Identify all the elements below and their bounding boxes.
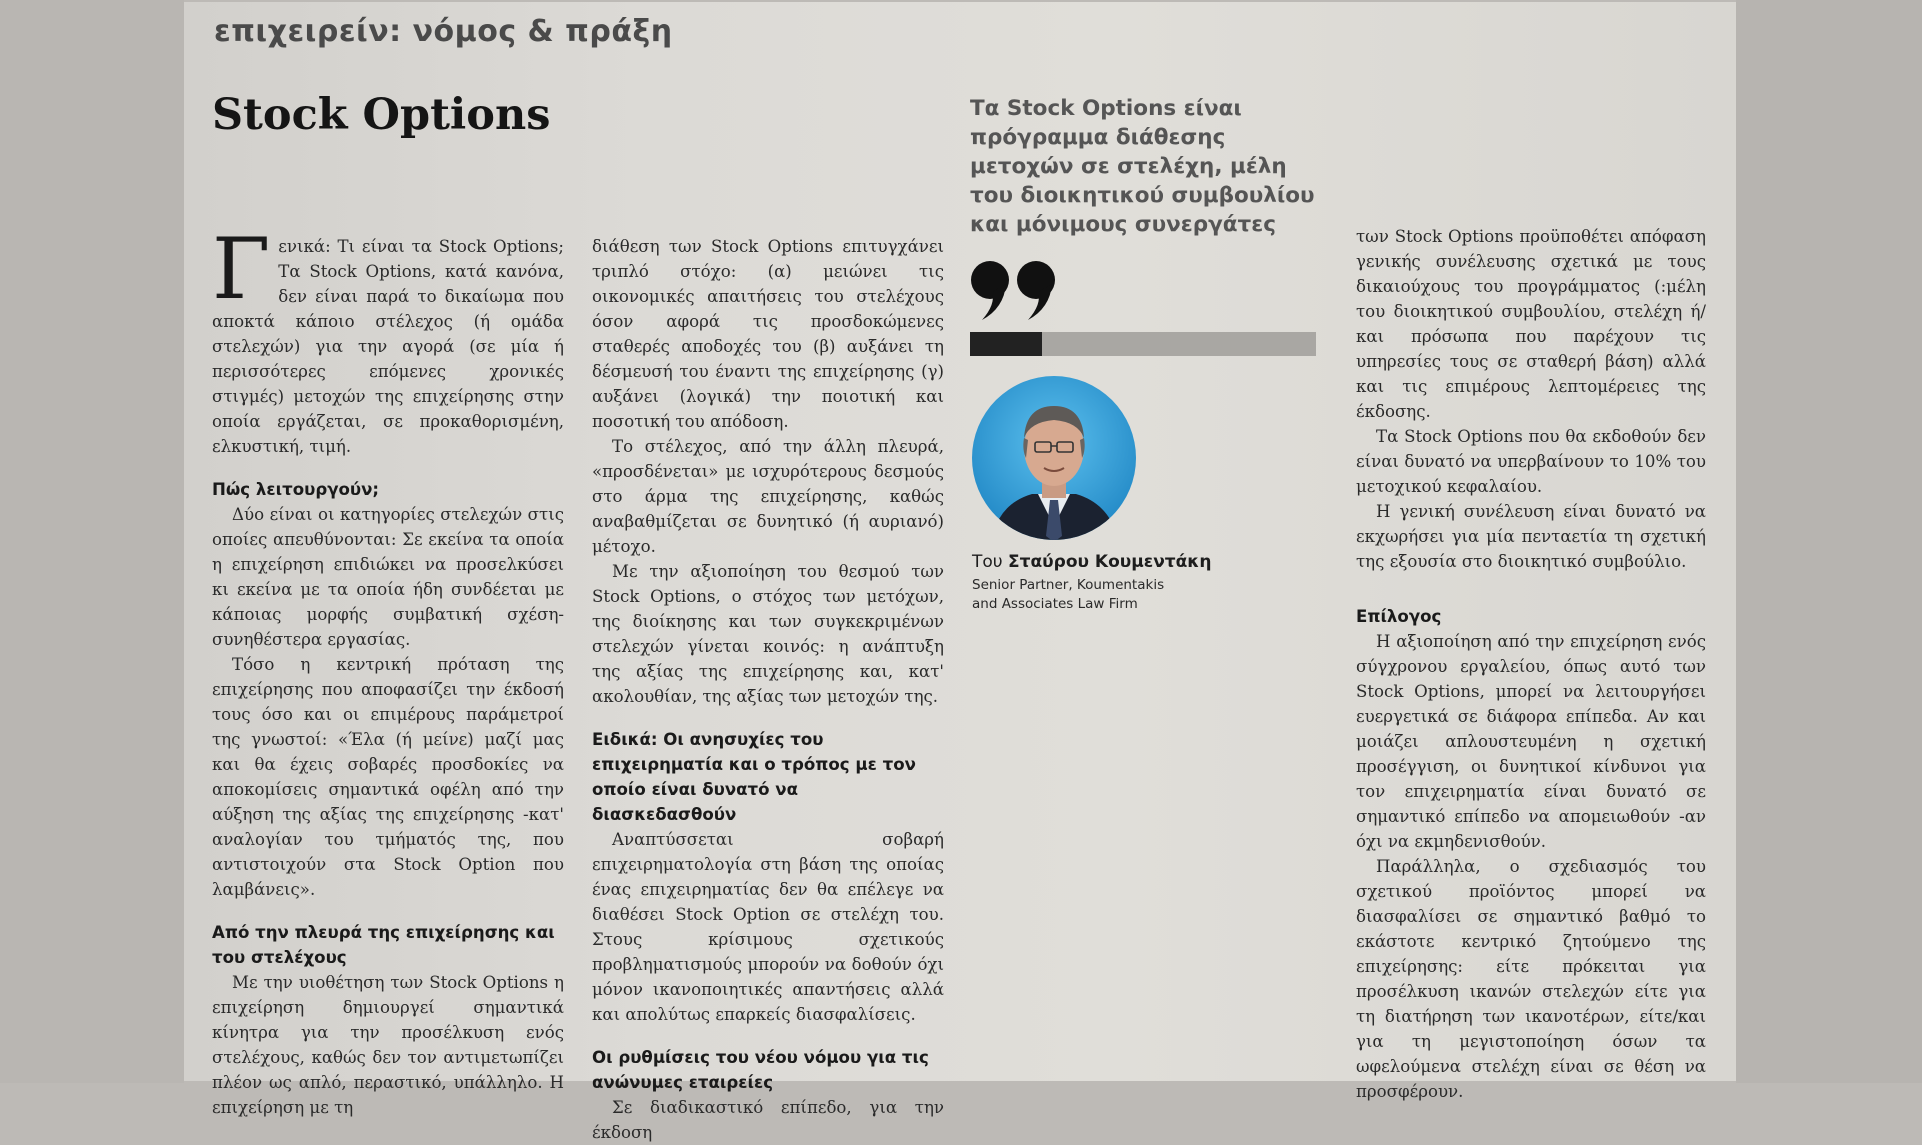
paragraph: Σε διαδικαστικό επίπεδο, για την έκδοση bbox=[592, 1098, 944, 1142]
paragraph: Τόσο η κεντρική πρόταση της επιχείρησης που αποφασίζει την έκδοσή τους όσο και οι επιμέρους παράμετροί της γνωστοί: «Έλα (ή μείνε) μαζί μας και θα έχεις σοβαρές προσδοκίες να αποκομίσεις σημαντικά οφέλη από την αύξηση της αξίας της επιχείρησης -κατ' αναλογίαν του τμήματός της, που αντιστοιχούν στα Stock Option που λαμβάνεις». bbox=[212, 655, 564, 899]
quote-mark-icon bbox=[970, 256, 1070, 326]
paragraph: Η γενική συνέλευση είναι δυνατό να εκχωρήσει για μία πενταετία τη σχετική της εξουσία στο διοικητικό συμβούλιο. bbox=[1356, 502, 1706, 571]
article-column-1 bbox=[212, 220, 564, 1120]
paragraph: Παράλληλα, ο σχεδιασμός του σχετικού προϊόντος μπορεί να διασφαλίσει σε σημαντικό βαθμό το εκάστοτε κεντρικό ζητούμενο της επιχείρησης: είτε πρόκειται για προσέλκυση ικανών στελεχών είτε για τη διατήρηση των ικανοτέρων, είτε/και για τη μεγιστοποίηση όσων τα ωφελούμενα στελέχη είναι σε θέση να προσφέρουν. bbox=[1356, 857, 1706, 1101]
byline-prefix: Του bbox=[972, 552, 1009, 572]
author-byline bbox=[972, 552, 1272, 572]
paragraph: των Stock Options προϋποθέτει απόφαση γενικής συνέλευσης σχετικά με τους δικαιούχους του προγράμματος (:μέλη του διοικητικού συμβουλίου, στελέχη ή/και πρόσωπα που παρέχουν τις υπηρεσίες τους σε σταθερή βάση) αλλά και τις επιμέρους λεπτομέρειες της έκδοσης. bbox=[1356, 227, 1706, 421]
intro-paragraph bbox=[212, 220, 564, 459]
article-column-4 bbox=[1356, 224, 1706, 1104]
divider-bar-accent bbox=[970, 332, 1042, 356]
pull-quote: Τα Stock Options είναι πρόγραμμα διάθεσης μετοχών σε στελέχη, μέλη του διοικητικού συμβουλίου και μόνιμους συνεργάτες bbox=[970, 96, 1315, 237]
article-headline: Stock Options bbox=[212, 90, 551, 140]
author-name: Σταύρου Κουμεντάκη bbox=[1008, 552, 1212, 572]
paragraph: Με την υιοθέτηση των Stock Options η επιχείρηση δημιουργεί σημαντικά κίνητρα για την προσέλκυση ενός στελέχους, καθώς δεν τον αντιμετωπίζει πλέον ως απλό, περαστικό, υπάλληλο. Η επιχείρηση με τη bbox=[212, 973, 564, 1117]
divider-bar bbox=[970, 332, 1316, 356]
article-column-2 bbox=[592, 234, 944, 1145]
subheading-how-they-work: Πώς λειτουργούν; bbox=[212, 480, 380, 499]
paragraph: Η αξιοποίηση από την επιχείρηση ενός σύγχρονου εργαλείου, όπως αυτό των Stock Options, μπορεί να λειτουργήσει ευεργετικά σε διάφορα επίπεδα. Αν και μοιάζει απλουστευμένη η σχετική προσέγγιση, οι δυνητικοί κίνδυνοι για τον επιχειρηματία είναι δυνατό σε σημαντικό επίπεδο να απομειωθούν -αν όχι να εκμηδενισθούν. bbox=[1356, 632, 1706, 851]
paragraph: Με την αξιοποίηση του θεσμού των Stock Options, ο στόχος των μετόχων, της διοίκησης και των συγκεκριμένων στελεχών γίνεται κοινός: η ανάπτυξη της αξίας της επιχείρησης και, κατ' ακολουθίαν, της αξίας των μετοχών της. bbox=[592, 562, 944, 706]
author-title-line-1: Senior Partner, Koumentakis bbox=[972, 577, 1165, 593]
paragraph: Δύο είναι οι κατηγορίες στελεχών στις οποίες απευθύνονται: Σε εκείνα τα οποία η επιχείρηση επιδιώκει να προσελκύσει κι εκείνα με τα οποία ήδη συνδέεται με κάποιας μορφής συμβατική σχέση-συνηθέστερα εργασίας. bbox=[212, 505, 564, 649]
newspaper-page bbox=[184, 2, 1736, 1142]
section-title: επιχειρείν: νόμος & πράξη bbox=[214, 14, 673, 49]
paragraph: Αναπτύσσεται σοβαρή επιχειρηματολογία στη βάση της οποίας ένας επιχειρηματίας δεν θα επέλεγε να διαθέσει Stock Option σε στελέχη του. Στους κρίσιμους σχετικούς προβληματισμούς μπορούν να δοθούν όχι μόνον ικανοποιητικές απαντήσεις αλλά και απολύτως επαρκείς διασφαλίσεις. bbox=[592, 830, 944, 1024]
right-frame-margin bbox=[1736, 0, 1922, 1083]
subheading-concerns: Ειδικά: Οι ανησυχίες του επιχειρηματία και ο τρόπος με τον οποίο είναι δυνατό να διασκεδασθούν bbox=[592, 730, 916, 824]
subheading-epilogue: Επίλογος bbox=[1356, 607, 1442, 626]
paragraph: Τα Stock Options που θα εκδοθούν δεν είναι δυνατό να υπερβαίνουν το 10% του μετοχικού κεφαλαίου. bbox=[1356, 427, 1706, 496]
drop-cap: Γ bbox=[212, 220, 271, 318]
intro-text: ενικά: Τι είναι τα Stock Options; Τα Stock Options, κατά κανόνα, δεν είναι παρά το δικαίωμα που αποκτά κάποιο στέλεχος (ή ομάδα στελεχών) για την αγορά (σε μία ή περισσότερες επόμενες χρονικές στιγμές) μετοχών της επιχείρησης στην οποία εργάζεται, σε προκαθορισμένη, ελκυστική, τιμή. bbox=[212, 237, 564, 456]
author-title bbox=[972, 576, 1272, 614]
subheading-new-law: Οι ρυθμίσεις του νέου νόμου για τις ανώνυμες εταιρείες bbox=[592, 1048, 929, 1092]
subheading-business-side: Από την πλευρά της επιχείρησης και του στελέχους bbox=[212, 923, 555, 967]
left-frame-margin bbox=[0, 0, 184, 1083]
author-portrait bbox=[972, 376, 1136, 540]
author-title-line-2: and Associates Law Firm bbox=[972, 596, 1138, 612]
paragraph: διάθεση των Stock Options επιτυγχάνει τριπλό στόχο: (α) μειώνει τις οικονομικές απαιτήσεις του στελέχους όσον αφορά τις προσδοκώμενες σταθερές αποδοχές του (β) αυξάνει τη δέσμευσή του έναντι της επιχείρησης (γ) αυξάνει (λογικά) την ποιοτική και ποσοτική του απόδοση. bbox=[592, 237, 944, 431]
paragraph: Το στέλεχος, από την άλλη πλευρά, «προσδένεται» με ισχυρότερους δεσμούς στο άρμα της επιχείρησης, καθώς αναβαθμίζεται σε δυνητικό (ή αυριανό) μέτοχο. bbox=[592, 437, 944, 556]
